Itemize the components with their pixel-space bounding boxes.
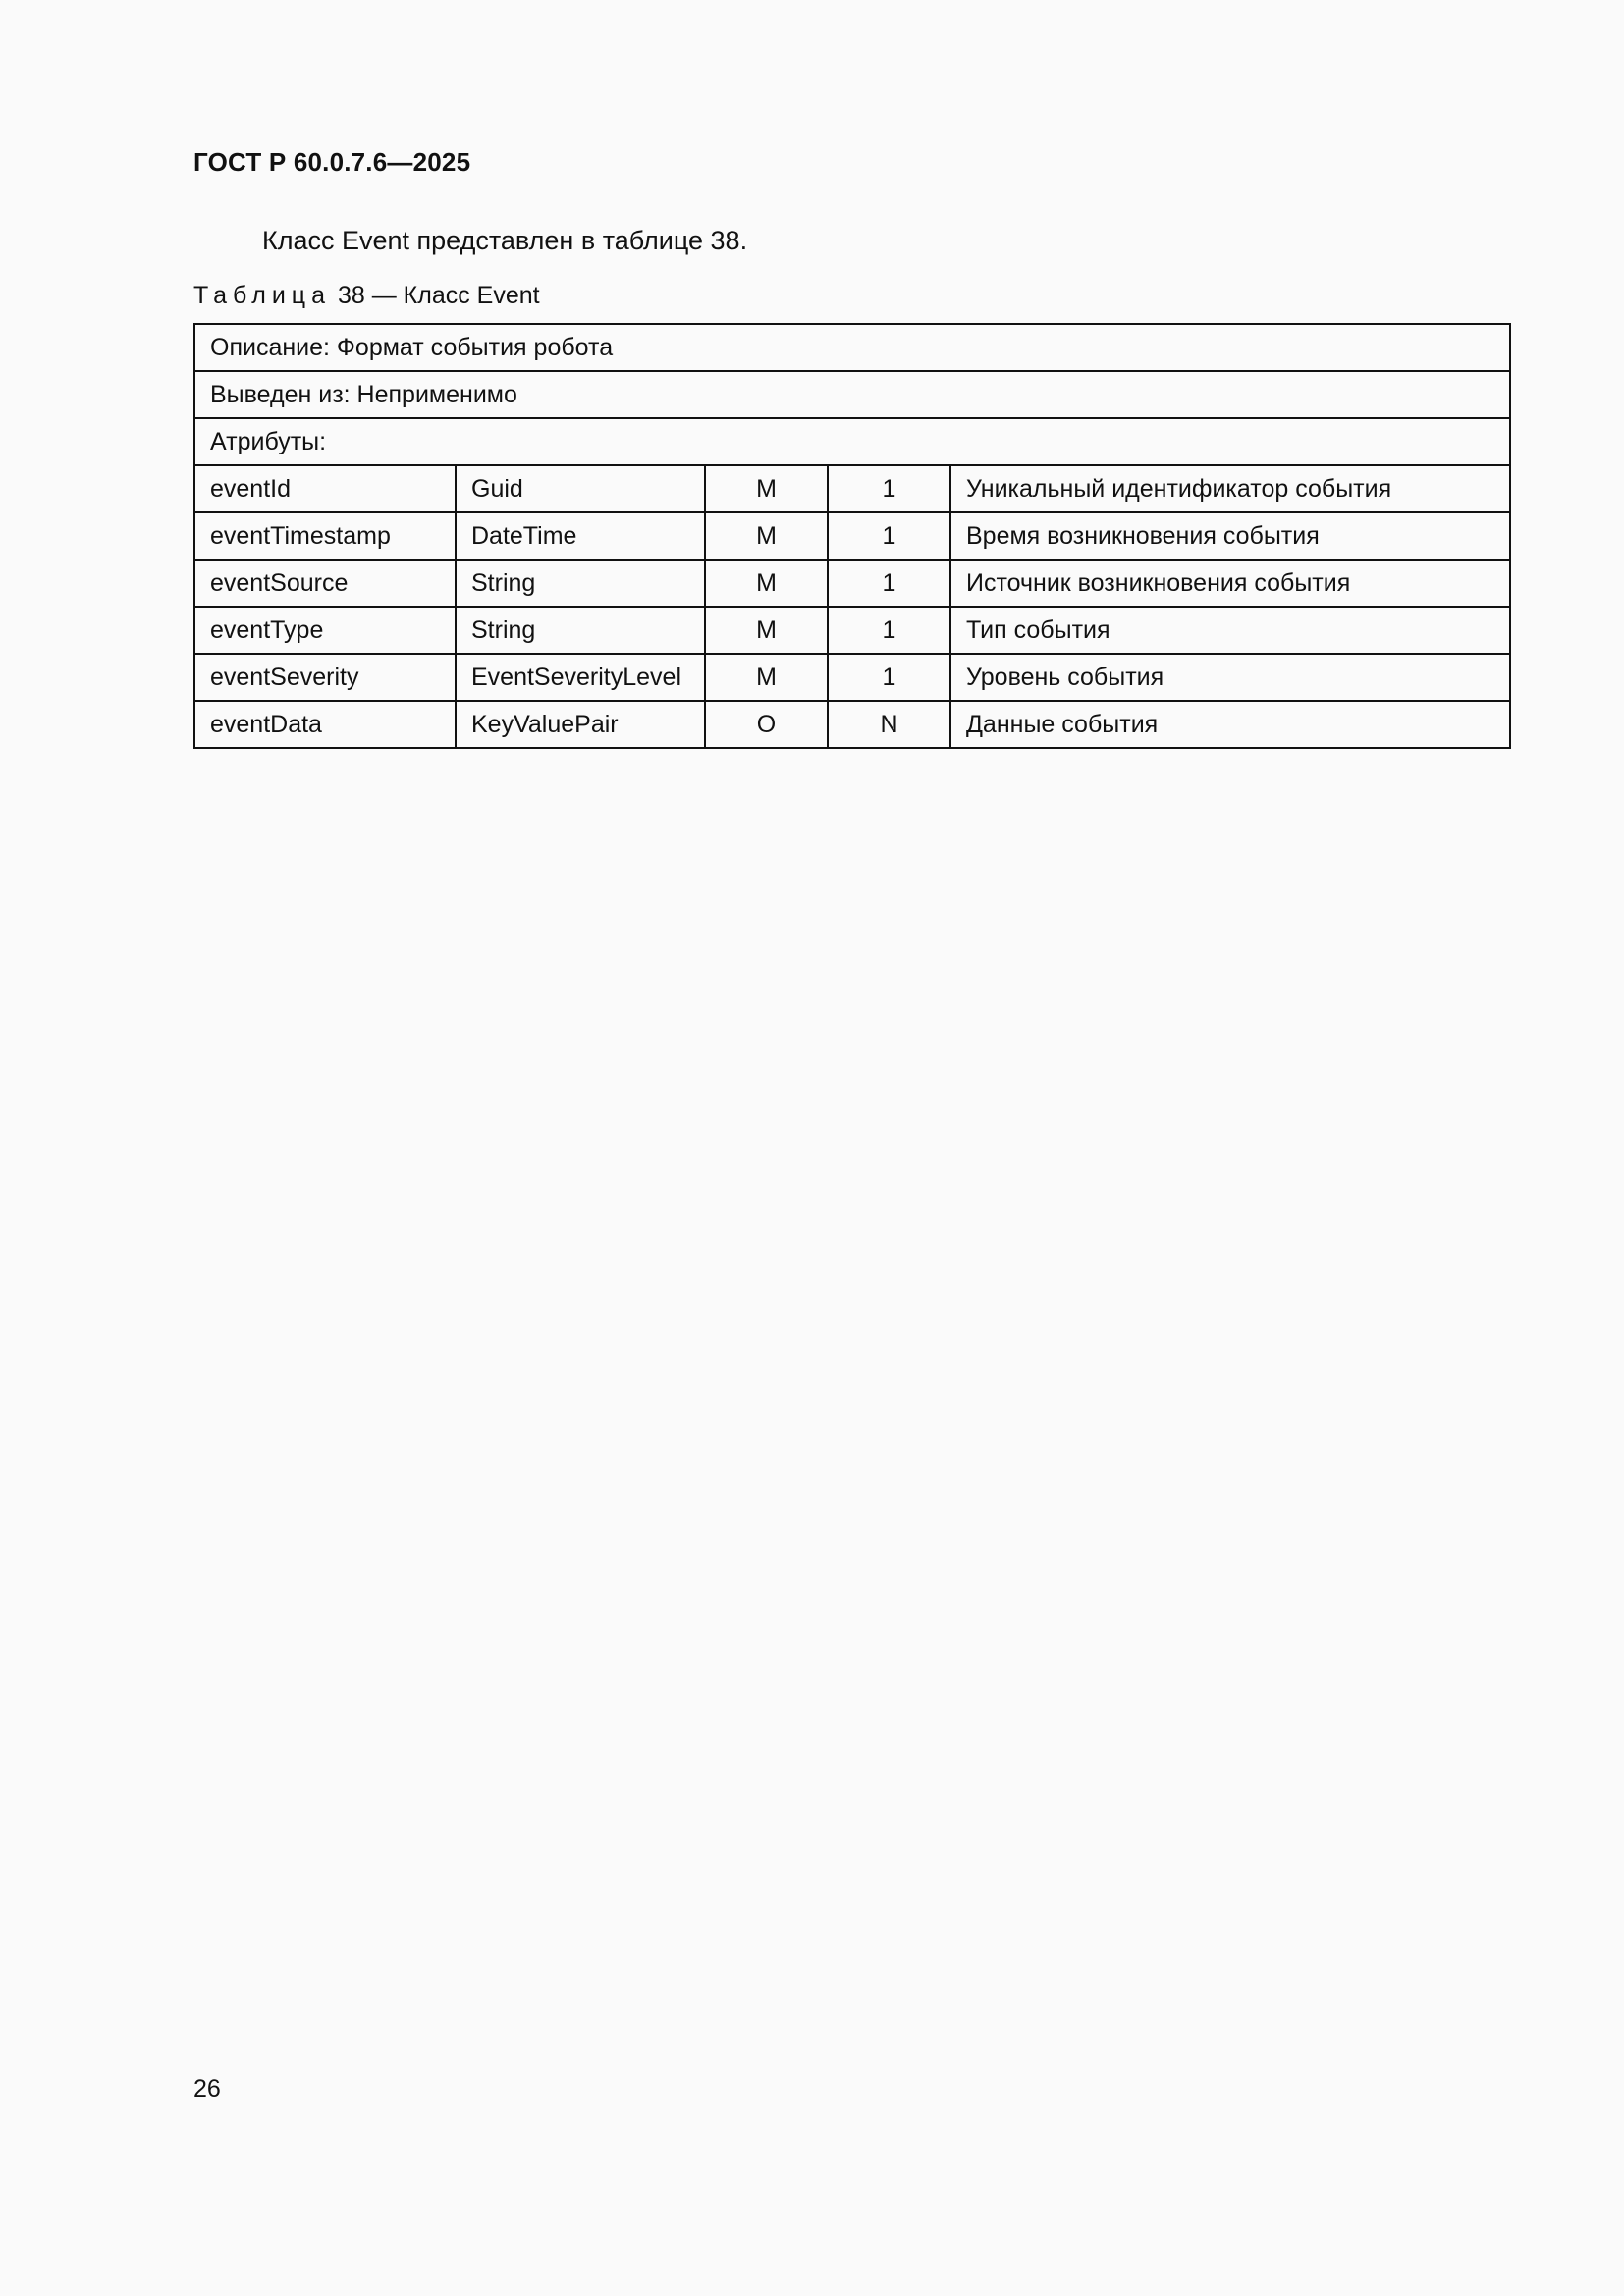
attribute-type: EventSeverityLevel [456,654,705,701]
attribute-name: eventId [194,465,456,512]
table-caption-text: 38 — Класс Event [337,282,540,309]
table-description-row [194,324,1510,371]
attribute-obligation: O [705,701,828,748]
intro-paragraph: Класс Event представлен в таблице 38. [262,226,748,255]
attribute-obligation: M [705,654,828,701]
attribute-definition: Время возникновения события [950,512,1510,560]
class-event-table [193,323,1511,749]
table-description: Описание: Формат события робота [194,324,1510,371]
attribute-type: String [456,607,705,654]
attribute-multiplicity: N [828,701,950,748]
attribute-multiplicity: 1 [828,560,950,607]
attribute-definition: Уровень события [950,654,1510,701]
attribute-type: KeyValuePair [456,701,705,748]
attribute-obligation: M [705,512,828,560]
table-derived-from: Выведен из: Неприменимо [194,371,1510,418]
attribute-type: String [456,560,705,607]
table-row [194,654,1510,701]
table-caption [193,282,540,310]
attribute-type: DateTime [456,512,705,560]
table-caption-label: Таблица [193,282,332,309]
table-row [194,465,1510,512]
attribute-definition: Данные события [950,701,1510,748]
table-row [194,560,1510,607]
attribute-multiplicity: 1 [828,607,950,654]
attribute-obligation: M [705,560,828,607]
attribute-definition: Источник возникновения события [950,560,1510,607]
page-number: 26 [193,2075,221,2103]
table-derived-row [194,371,1510,418]
attribute-obligation: M [705,607,828,654]
attribute-definition: Тип события [950,607,1510,654]
attribute-multiplicity: 1 [828,512,950,560]
table-attributes-row [194,418,1510,465]
table-attributes-label: Атрибуты: [194,418,1510,465]
table-row [194,607,1510,654]
attribute-definition: Уникальный идентификатор события [950,465,1510,512]
attribute-name: eventTimestamp [194,512,456,560]
attribute-name: eventSource [194,560,456,607]
attribute-name: eventType [194,607,456,654]
table-row [194,512,1510,560]
attribute-multiplicity: 1 [828,465,950,512]
attribute-type: Guid [456,465,705,512]
attribute-obligation: M [705,465,828,512]
table-row [194,701,1510,748]
attribute-name: eventSeverity [194,654,456,701]
attribute-name: eventData [194,701,456,748]
attribute-multiplicity: 1 [828,654,950,701]
document-header: ГОСТ Р 60.0.7.6—2025 [193,147,471,177]
